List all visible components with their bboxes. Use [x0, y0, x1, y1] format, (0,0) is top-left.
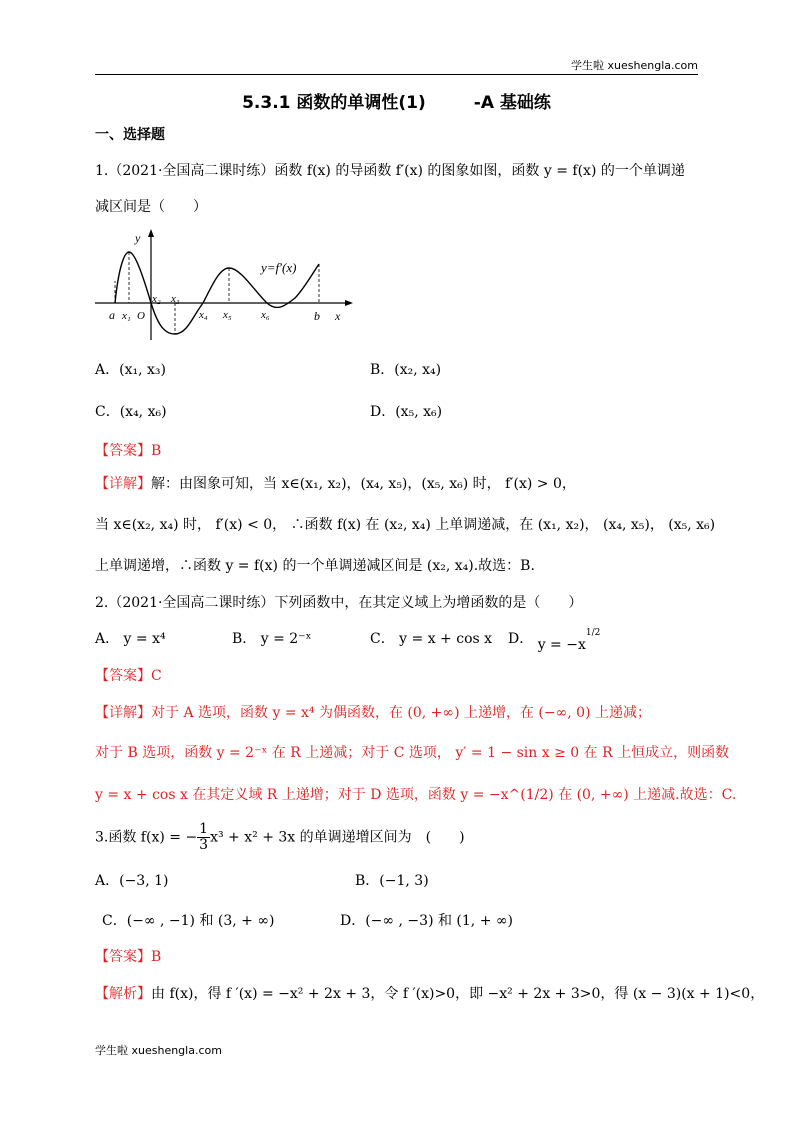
q1-answer: 【答案】B: [95, 443, 162, 459]
q3-analysis-text1: 由 f(x)，得 f ′(x) = −x² + 2x + 3，令 f ′(x)>0，即 −x² + 2x + 3>0，得 (x − 3)(x + 1)<0，: [151, 986, 765, 1002]
label-x1: x₁: [122, 310, 131, 322]
q2-stem: 2.（2021·全国高二课时练）下列函数中，在其定义域上为增函数的是（ ）: [95, 595, 583, 611]
q3-fraction-den: 3: [199, 837, 209, 853]
q1-option-c: C．(x₄, x₆): [95, 404, 167, 420]
q2-option-c: C． y = x + cos x: [370, 631, 493, 647]
q3-fraction-num: 1: [199, 821, 209, 837]
label-x5: x₅: [223, 309, 232, 321]
q1-option-a: A．(x₁, x₃): [95, 362, 166, 378]
q3-option-b: B．(−1, 3): [355, 873, 429, 889]
q2-detail-line1: [95, 702, 651, 722]
q3-stem-post: x³ + x² + 3x 的单调递增区间为 ( ): [210, 829, 465, 846]
q3-fraction: [197, 822, 210, 853]
label-y: y: [135, 231, 141, 245]
label-b: b: [314, 309, 320, 323]
page-title: [0, 88, 793, 113]
header-site: 学生啦 xueshengla.com: [571, 59, 698, 72]
q1-detail-tag: 【详解】: [95, 476, 151, 492]
q3-analysis-tag: 【解析】: [95, 986, 151, 1002]
label-x3: x₃: [171, 293, 180, 305]
y-axis-arrow: [148, 229, 154, 237]
label-x6: x₆: [261, 309, 270, 321]
q3-stem: [95, 822, 465, 853]
label-x: x: [335, 309, 341, 323]
q2-answer: 【答案】C: [95, 668, 162, 684]
q2-option-b: B． y = 2⁻ˣ: [232, 631, 312, 647]
q3-option-d: D．(−∞ , −3) 和 (1, + ∞): [340, 913, 514, 929]
label-origin: O: [137, 310, 145, 322]
label-x2: x₂: [152, 293, 161, 305]
label-curve: y=f′(x): [261, 260, 297, 275]
q1-detail-text1: 解：由图象可知，当 x∈(x₁, x₂)，(x₄, x₅)，(x₅, x₆) 时， f′(x) > 0，: [151, 476, 576, 492]
q1-detail-line1: [95, 473, 576, 493]
q2-option-d-exp: 1/2: [585, 628, 601, 639]
q1-option-b: B．(x₂, x₄): [370, 362, 442, 378]
q1-stem-line2: 减区间是（ ）: [95, 199, 207, 215]
x-axis-arrow: [345, 300, 353, 306]
q2-option-d-base: y = −x: [537, 637, 586, 653]
q1-stem-line1: 1.（2021·全国高二课时练）函数 f(x) 的导函数 f′(x) 的图象如图，函数 y = f(x) 的一个单调递: [95, 163, 685, 179]
q1-detail-line2: 当 x∈(x₂, x₄) 时， f′(x) < 0， ∴函数 f(x) 在 (x₂, x₄) 上单调递减，在 (x₁, x₂)， (x₄, x₅)， (x₅, x₆): [95, 517, 716, 533]
q3-option-c: C．(−∞ , −1) 和 (3, + ∞): [102, 913, 275, 929]
title-left: 5.3.1 函数的单调性(1): [242, 93, 426, 113]
q3-answer: 【答案】B: [95, 949, 162, 965]
q3-option-a: A．(−3, 1): [95, 873, 169, 889]
q2-detail-line2: 对于 B 选项，函数 y = 2⁻ˣ 在 R 上递减；对于 C 选项， y′ = 1 − sin x ≥ 0 在 R 上恒成立，则函数: [95, 745, 730, 761]
q2-option-d: [508, 628, 601, 653]
q1-detail-line3: 上单调递增，∴函数 y = f(x) 的一个单调递减区间是 (x₂, x₄).故选：B.: [95, 558, 535, 574]
title-right: -A 基础练: [473, 93, 551, 113]
q2-option-a: A． y = x⁴: [95, 631, 166, 647]
derivative-graph: [95, 226, 360, 342]
q3-analysis-line1: [95, 983, 764, 1003]
q3-stem-pre: 3.函数 f(x) = −: [95, 829, 198, 846]
q2-detail-text1: 对于 A 选项，函数 y = x⁴ 为偶函数，在 (0, +∞) 上递增，在 (−∞, 0) 上递减；: [151, 705, 652, 721]
section-heading: 一、选择题: [95, 127, 165, 143]
q1-option-d: D．(x₅, x₆): [370, 404, 443, 420]
q2-detail-line3: y = x + cos x 在其定义域 R 上递增；对于 D 选项，函数 y = −x^(1/2) 在 (0, +∞) 上递减.故选：C.: [95, 787, 737, 803]
label-a: a: [109, 308, 115, 322]
label-x4: x₄: [199, 309, 208, 321]
q2-option-d-label: D．: [508, 631, 534, 647]
footer-site: 学生啦 xueshengla.com: [95, 1044, 222, 1057]
header-rule: [95, 74, 698, 75]
q2-detail-tag: 【详解】: [95, 705, 151, 721]
